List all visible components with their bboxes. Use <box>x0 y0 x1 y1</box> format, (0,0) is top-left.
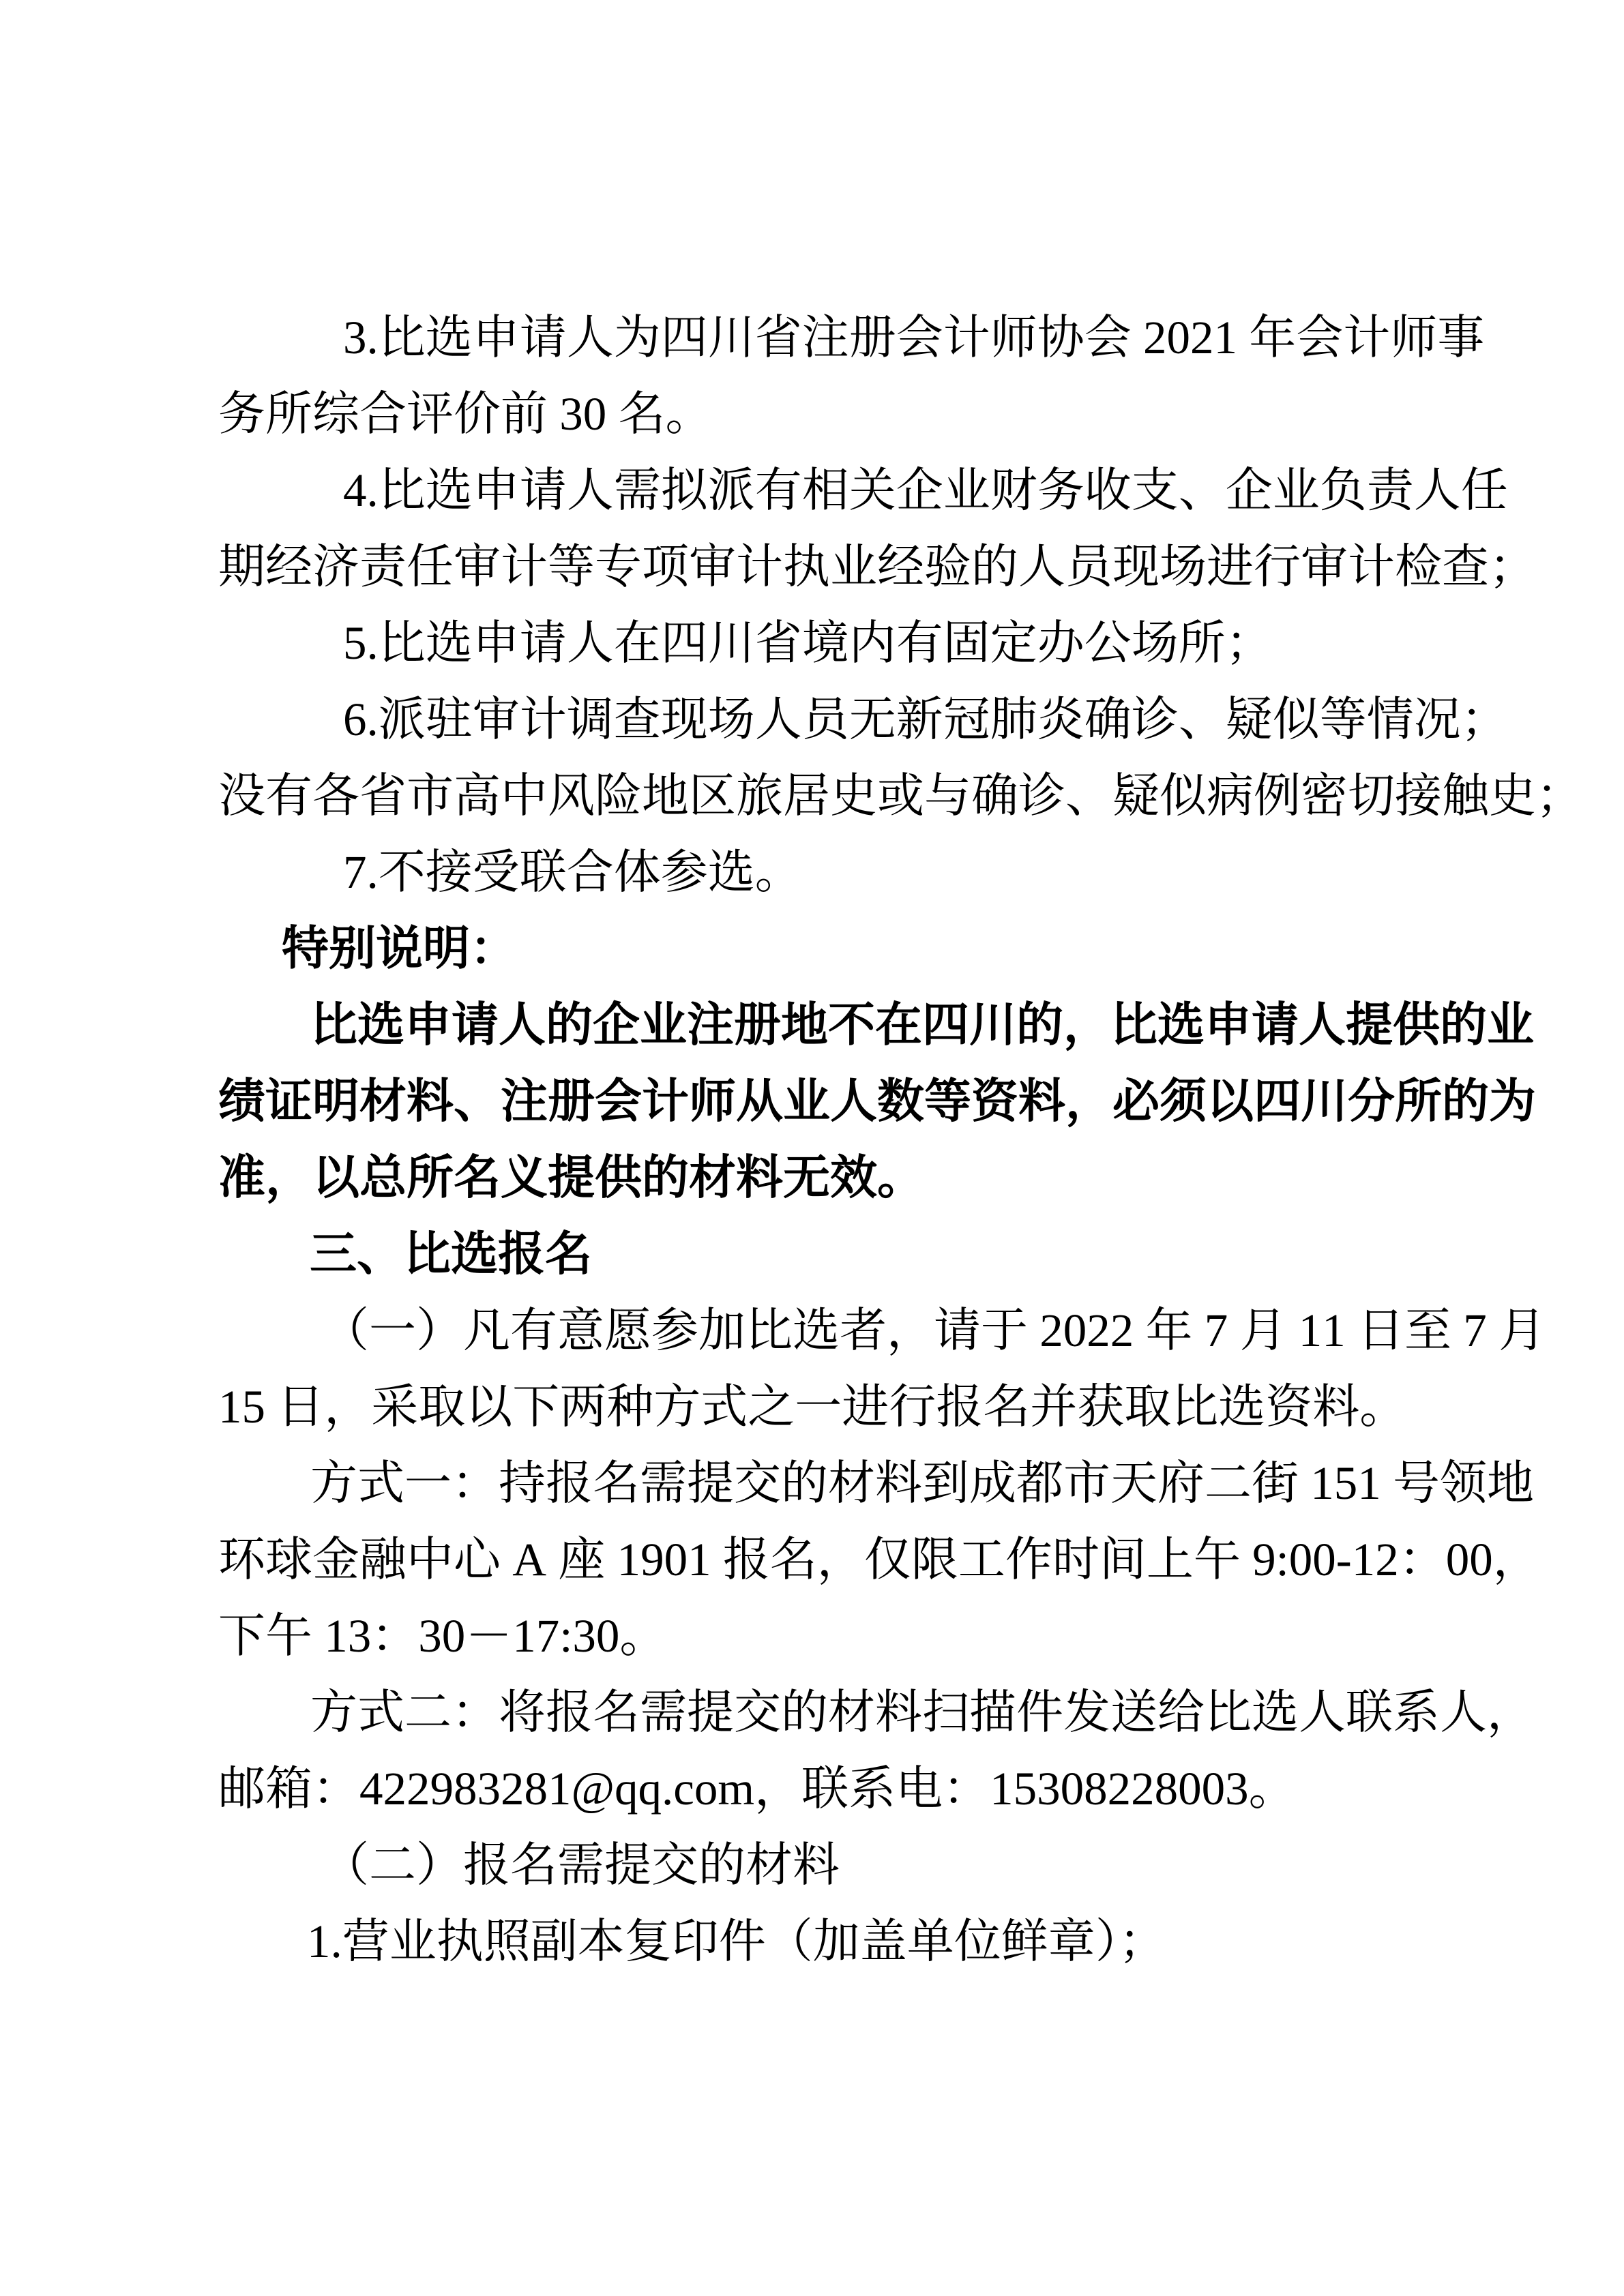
document-body <box>0 299 1624 1980</box>
text-line: （二）报名需提交的材料 <box>322 1839 840 1891</box>
text-line: 4.比选申请人需拟派有相关企业财务收支、企业负责人任 <box>343 464 1508 516</box>
text-line: 绩证明材料、注册会计师从业人数等资料，必须以四川分所的为 <box>218 1075 1536 1127</box>
text-line: 7.不接受联合体参选。 <box>343 846 802 898</box>
text-line: 比选申请人的企业注册地不在四川的，比选申请人提供的业 <box>310 998 1534 1051</box>
text-line: 方式一：持报名需提交的材料到成都市天府二街 151 号领地 <box>310 1457 1534 1509</box>
text-line: 6.派驻审计调查现场人员无新冠肺炎确诊、疑似等情况； <box>343 694 1508 745</box>
text-line: 环球金融中心 A 座 1901 报名，仅限工作时间上午 9:00-12：00， <box>218 1534 1540 1585</box>
text-line: 邮箱：422983281@qq.com，联系电：15308228003。 <box>218 1763 1296 1815</box>
text-line: 准，以总所名义提供的材料无效。 <box>218 1151 924 1204</box>
text-line: 没有各省市高中风险地区旅居史或与确诊、疑似病例密切接触史； <box>218 770 1583 822</box>
text-line: 15 日，采取以下两种方式之一进行报名并获取比选资料。 <box>218 1381 1407 1433</box>
text-line: 下午 13：30－17:30。 <box>218 1610 667 1662</box>
text-line: 三、比选报名 <box>310 1227 592 1280</box>
text-line: （一）凡有意愿参加比选者，请于 2022 年 7 月 11 日至 7 月 <box>322 1304 1546 1356</box>
text-line: 方式二：将报名需提交的材料扫描件发送给比选人联系人， <box>310 1686 1534 1738</box>
text-line: 1.营业执照副本复印件（加盖单位鲜章）； <box>307 1915 1166 1967</box>
text-line: 务所综合评价前 30 名。 <box>218 388 713 440</box>
text-line: 期经济责任审计等专项审计执业经验的人员现场进行审计检查； <box>218 541 1536 593</box>
text-line: 5.比选申请人在四川省境内有固定办公场所； <box>343 617 1273 669</box>
text-line: 3.比选申请人为四川省注册会计师协会 2021 年会计师事 <box>343 312 1485 363</box>
text-line: 特别说明： <box>282 922 517 974</box>
